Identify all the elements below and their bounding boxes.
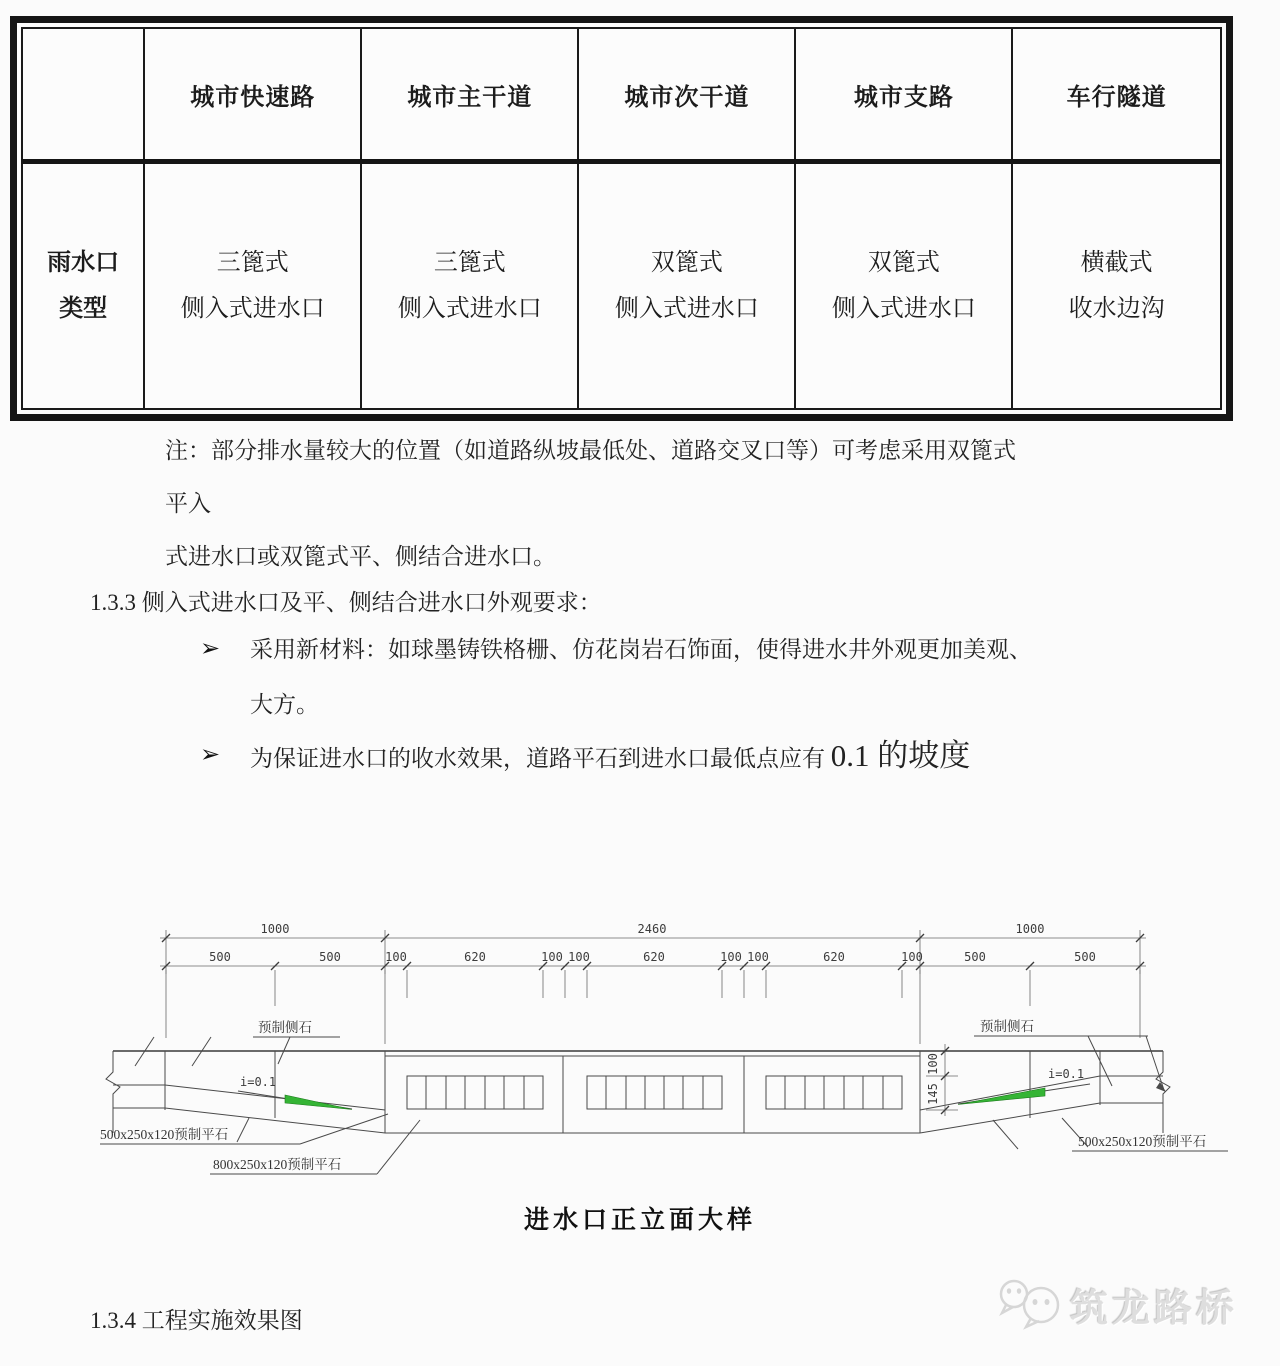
table-cell [1012, 162, 1221, 410]
col-header-secondary: 城市次干道 [578, 28, 795, 162]
bullet-text [250, 728, 970, 786]
break-mark-icon [106, 1051, 1170, 1133]
drawing-caption: 进水口正立面大样 [523, 1207, 756, 1234]
dim-label: 100 [720, 950, 742, 964]
slope-label: i=0.1 [240, 1075, 277, 1089]
cell-line: 横截式 [1080, 250, 1153, 276]
note-line: 平入 [165, 491, 211, 516]
dim-label: 100 [568, 950, 590, 964]
section-heading-1-3-4: 1.3.4 工程实施效果图 [90, 1308, 303, 1333]
table-corner-cell [22, 28, 144, 162]
road-profile-lines [113, 1051, 1163, 1133]
table-cell [578, 162, 795, 410]
dim-label: 500 [319, 950, 341, 964]
row-header-line: 类型 [59, 296, 108, 322]
col-header-arterial: 城市主干道 [361, 28, 578, 162]
cell-line: 收水边沟 [1068, 296, 1165, 322]
col-header-branch: 城市支路 [795, 28, 1012, 162]
bullet-text-line: 为保证进水口的收水效果，道路平石到进水口最低点应有 [250, 746, 831, 771]
vertical-dimension [926, 1044, 958, 1116]
col-header-expressway: 城市快速路 [144, 28, 361, 162]
dim-label: 620 [464, 950, 486, 964]
bullet-text-line: 采用新材料：如球墨铸铁格栅、仿花岗岩石饰面，使得进水井外观更加美观、 [250, 637, 1032, 662]
cell-line: 侧入式进水口 [397, 296, 542, 322]
row-header-cell [22, 162, 144, 410]
label-precast-flat-stone: 800x250x120预制平石 [213, 1157, 342, 1172]
table-note [165, 424, 1016, 583]
dim-label: 100 [901, 950, 923, 964]
note-line: 注：部分排水量较大的位置（如道路纵坡最低处、道路交叉口等）可考虑采用双篦式 [165, 438, 1016, 463]
dim-label: 100 [541, 950, 563, 964]
dim-label: 1000 [1015, 922, 1045, 936]
bullet-item-slope [200, 728, 970, 786]
slope-label: i=0.1 [1048, 1067, 1085, 1081]
dim-label: 2460 [637, 922, 667, 936]
label-precast-curb: 预制侧石 [258, 1020, 312, 1035]
wechat-bubbles-icon [992, 1276, 1070, 1332]
watermark-text: 筑龙路桥 [1070, 1287, 1239, 1330]
dim-label: 100 [385, 950, 407, 964]
dim-label: 500 [1074, 950, 1096, 964]
section-heading-1-3-3: 1.3.3 侧入式进水口及平、侧结合进水口外观要求： [90, 590, 602, 615]
dim-label: 500 [209, 950, 231, 964]
table-body-row [22, 162, 1221, 410]
rain-inlet-type-table-frame [10, 16, 1233, 421]
dim-label: 100 [747, 950, 769, 964]
cell-line: 三篦式 [433, 250, 506, 276]
rain-inlet-type-table [21, 27, 1222, 410]
green-slope-arrow-icon [285, 1095, 352, 1110]
label-precast-flat-stone: 500x250x120预制平石 [1078, 1134, 1207, 1149]
cell-line: 侧入式进水口 [831, 296, 976, 322]
cell-line: 双篦式 [650, 250, 723, 276]
bullet-arrow-icon: ➢ [200, 636, 221, 662]
flat-stone-label-right [993, 1118, 1228, 1151]
flat-stone-label-left [100, 1114, 388, 1144]
dimension-labels-segments [209, 950, 1096, 964]
inlet-grate-boxes [407, 1076, 902, 1109]
green-slope-arrow-icon [958, 1088, 1045, 1105]
slope-value-emphasis: 0.1 的坡度 [830, 738, 971, 773]
bullet-text [250, 622, 1032, 732]
table-cell [795, 162, 1012, 410]
watermark [992, 1276, 1238, 1332]
label-precast-curb: 预制侧石 [980, 1019, 1034, 1034]
cell-line: 侧入式进水口 [614, 296, 759, 322]
row-header-line: 雨水口 [47, 250, 120, 276]
label-precast-flat-stone: 500x250x120预制平石 [100, 1127, 229, 1142]
dim-label-vertical: 100 [926, 1053, 940, 1075]
bullet-item-materials [200, 622, 1032, 732]
curb-label-right [974, 1019, 1166, 1092]
bullet-arrow-icon: ➢ [200, 742, 221, 768]
inlet-elevation-svg [100, 898, 1260, 1188]
table-cell [144, 162, 361, 410]
cell-line: 双篦式 [867, 250, 940, 276]
dim-label: 620 [643, 950, 665, 964]
col-header-tunnel: 车行隧道 [1012, 28, 1221, 162]
dimension-labels-totals [261, 922, 1045, 936]
inlet-elevation-drawing [100, 898, 1260, 1188]
dim-label: 1000 [260, 922, 290, 936]
note-line: 式进水口或双篦式平、侧结合进水口。 [165, 544, 556, 569]
bullet-text-line: 大方。 [250, 692, 319, 717]
dim-label: 620 [823, 950, 845, 964]
table-cell [361, 162, 578, 410]
dim-label: 500 [964, 950, 986, 964]
cell-line: 三篦式 [216, 250, 289, 276]
dim-label-vertical: 145 [926, 1083, 940, 1105]
table-header-row [22, 28, 1221, 162]
cell-line: 侧入式进水口 [180, 296, 325, 322]
flat-stone-label-center [210, 1120, 420, 1174]
